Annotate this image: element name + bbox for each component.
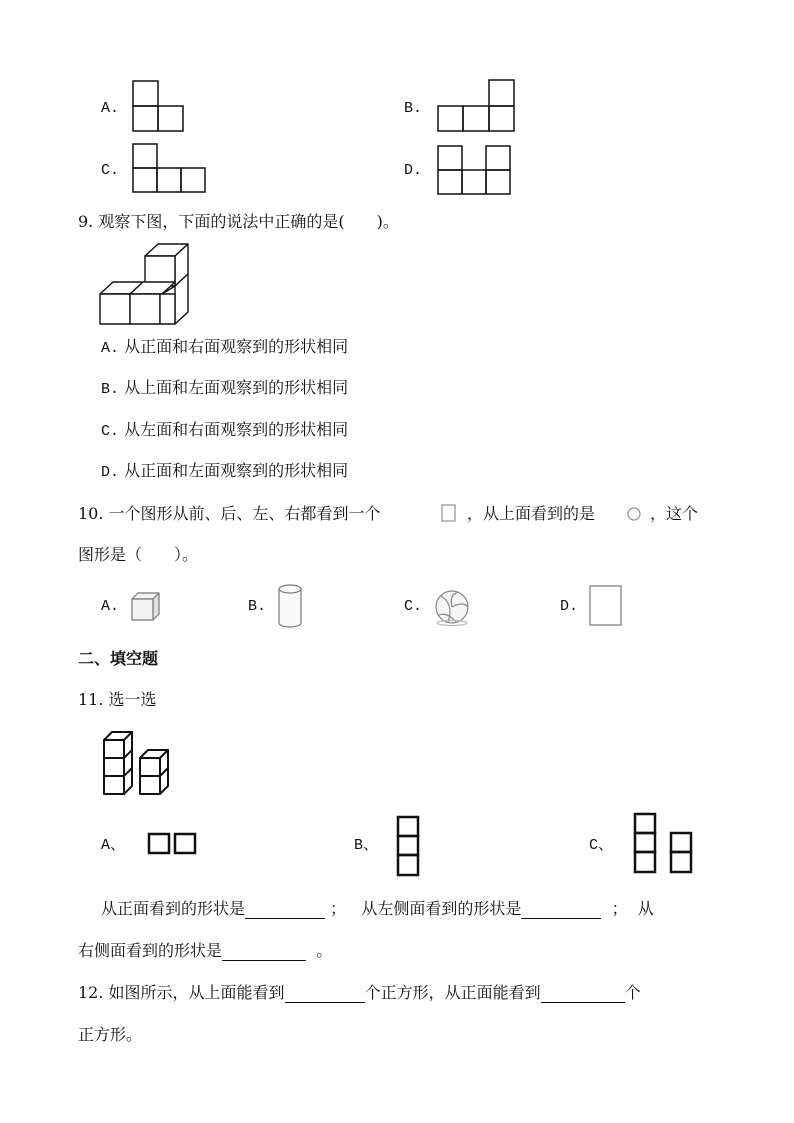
q11-option-b-figure <box>396 815 421 879</box>
q8-option-a-label: A. <box>101 100 120 117</box>
prompt-text: 从 <box>637 899 654 918</box>
prompt-text: 个 <box>624 983 641 1002</box>
q8-option-a-figure <box>132 80 184 133</box>
volleyball-icon <box>434 589 472 627</box>
prompt-text: 从左侧面看到的形状是 <box>361 899 522 918</box>
q11-option-c-figure <box>633 812 695 877</box>
q10-option-a-label[interactable]: A. <box>101 598 120 615</box>
q11-fill-line1 <box>101 899 654 919</box>
answer-blank-right[interactable] <box>222 943 306 961</box>
option-text: 从正面和左面观察到的形状相同 <box>124 461 349 480</box>
q8-option-b-figure <box>437 79 515 133</box>
cylinder-icon <box>277 583 303 629</box>
q10-option-c-label[interactable]: C. <box>404 598 423 615</box>
option-letter: C. <box>101 423 120 440</box>
answer-blank-top-count[interactable] <box>285 985 365 1003</box>
q11-option-b-label[interactable]: B、 <box>354 837 379 854</box>
q10-option-b-label[interactable]: B. <box>248 598 267 615</box>
separator: ； <box>611 899 628 918</box>
square-shape-icon <box>441 504 457 523</box>
q12-line1 <box>78 983 641 1003</box>
q12-line2: 正方形。 <box>78 1025 143 1044</box>
separator: 。 <box>316 941 333 960</box>
q10-option-d-label[interactable]: D. <box>560 598 579 615</box>
question-number: 9. <box>78 212 94 231</box>
q10-stem-line1 <box>78 504 381 524</box>
option-letter: B. <box>101 381 120 398</box>
q10-stem-line2: 图形是（ ）。 <box>78 545 199 564</box>
question-number: 10. <box>78 504 104 523</box>
section-title: 二、填空题 <box>78 649 159 668</box>
prompt-text: 个正方形，从正面能看到 <box>364 983 541 1002</box>
prompt-text: 从正面看到的形状是 <box>101 899 246 918</box>
answer-blank-left[interactable] <box>521 901 601 919</box>
q9-option-a[interactable] <box>101 337 348 359</box>
q8-option-c-label: C. <box>101 162 120 179</box>
q9-option-b[interactable] <box>101 378 348 400</box>
q8-option-b-label: B. <box>404 100 423 117</box>
answer-blank-front-count[interactable] <box>541 985 625 1003</box>
question-number: 12. <box>78 983 104 1002</box>
q9-stem <box>78 212 399 232</box>
question-text: 一个图形从前、后、左、右都看到一个 <box>108 504 381 523</box>
cuboid-icon <box>589 585 623 627</box>
question-number: 11. <box>78 690 104 709</box>
q9-cube-stack-figure <box>99 243 193 325</box>
prompt-text: 右侧面看到的形状是 <box>78 941 223 960</box>
separator: ； <box>330 899 347 918</box>
option-text: 从左面和右面观察到的形状相同 <box>124 420 349 439</box>
q8-option-d-figure <box>437 145 512 196</box>
question-text: 观察下图，下面的说法中正确的是( )。 <box>98 212 399 231</box>
question-text: 选一选 <box>108 690 157 709</box>
q8-option-c-figure <box>132 143 206 193</box>
q11-option-a-label[interactable]: A、 <box>101 837 126 854</box>
q9-option-d[interactable] <box>101 461 348 483</box>
q10-stem-part2: ，从上面看到的是 <box>467 504 596 523</box>
option-text: 从正面和右面观察到的形状相同 <box>124 337 349 356</box>
prompt-text: 如图所示，从上面能看到 <box>108 983 285 1002</box>
q11-fill-line2 <box>78 941 332 961</box>
cube-icon <box>131 592 161 621</box>
circle-shape-icon <box>626 506 642 522</box>
option-text: 从上面和左面观察到的形状相同 <box>124 378 349 397</box>
option-letter: D. <box>101 464 120 481</box>
q10-stem-part3: ，这个 <box>650 504 699 523</box>
q9-option-c[interactable] <box>101 420 348 442</box>
q11-title <box>78 690 157 710</box>
option-letter: A. <box>101 340 120 357</box>
answer-blank-front[interactable] <box>245 901 325 919</box>
q11-option-a-figure <box>147 832 201 856</box>
q8-option-d-label: D. <box>404 162 423 179</box>
q11-option-c-label[interactable]: C、 <box>589 837 614 854</box>
q11-cube-towers-figure <box>102 730 170 796</box>
